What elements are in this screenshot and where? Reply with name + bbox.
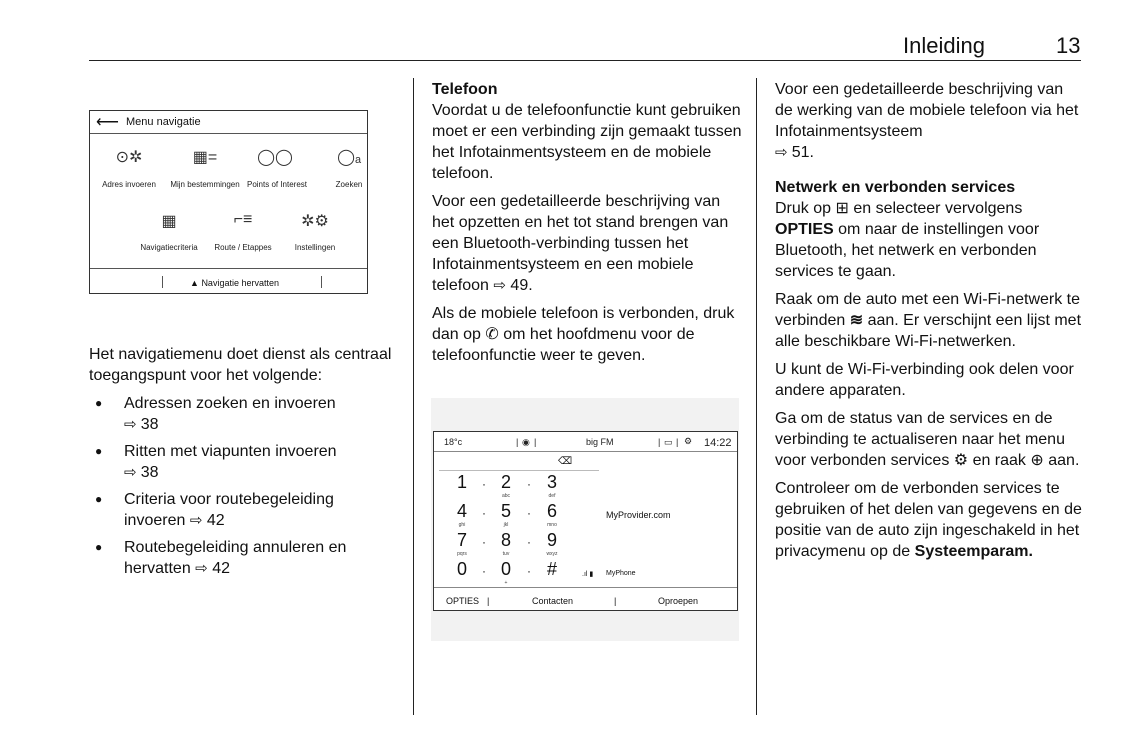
paragraph — [775, 478, 1085, 562]
paragraph — [775, 289, 1085, 352]
key-dot: · — [482, 535, 486, 549]
column-divider-2 — [756, 78, 757, 715]
input-underline — [439, 470, 599, 471]
location-icon: ◉ — [522, 437, 530, 447]
list-item — [89, 489, 394, 531]
key-0-plus-sign: + — [504, 580, 508, 586]
calls-button: Oproepen — [658, 596, 699, 606]
menu-title: Menu navigatie — [126, 116, 201, 128]
navigation-menu-screenshot — [89, 110, 368, 294]
back-arrow-icon: ⟵ — [96, 114, 119, 131]
header-rule — [89, 60, 1081, 61]
chapter-title: Inleiding — [903, 33, 985, 58]
page-reference-icon: ⇨ — [195, 560, 208, 577]
page-reference: 38 — [140, 464, 159, 481]
menu-item-zoeken: Zoeken — [335, 180, 363, 189]
globe-icon: ⊕ — [1030, 452, 1044, 469]
paragraph-text: en raak — [972, 452, 1026, 469]
list-item-text: Ritten met viapunten invoeren — [124, 443, 337, 460]
paragraph-text: Ga om de status van de services en de verbinding te actualiseren naar het menu voor verbonden services — [775, 410, 1065, 469]
resume-navigation — [190, 278, 279, 288]
bottom-separator: | — [614, 596, 617, 606]
key-7-letters: pqrs — [457, 551, 467, 557]
key-hash: # — [546, 559, 557, 579]
key-3: 3 — [546, 472, 557, 492]
bottom-separator: | — [487, 596, 490, 606]
key-5: 5 — [500, 501, 511, 521]
radio-station: big FM — [586, 437, 614, 447]
bottom-bar-rule — [434, 587, 737, 588]
column-divider-1 — [413, 78, 414, 715]
list-item — [89, 393, 394, 435]
footer-separator — [321, 276, 322, 288]
page-reference-icon: ⇨ — [493, 277, 506, 294]
paragraph-text: en selecteer vervolgens — [853, 200, 1023, 217]
function-list — [89, 393, 394, 579]
right-column-text — [775, 79, 1085, 569]
menu-item-adres-invoeren: Adres invoeren — [102, 180, 156, 189]
paragraph — [775, 198, 1085, 282]
list-item — [89, 537, 394, 579]
key-6: 6 — [546, 501, 557, 521]
page-reference-icon: ⇨ — [775, 144, 792, 161]
intro-paragraph: Het navigatiemenu doet dienst als centraal toegangspunt voor het volgende: — [89, 346, 392, 384]
key-9: 9 — [546, 530, 557, 550]
phone-screen — [433, 431, 738, 611]
paragraph-text: om naar de instellingen voor Bluetooth, het netwerk en verbonden services te gaan. — [775, 221, 1040, 280]
section-heading-netwerk: Netwerk en verbonden services — [775, 179, 1016, 196]
paragraph-text: om het hoofdmenu voor de telefoonfunctie weer te geven. — [432, 326, 695, 364]
paragraph — [432, 191, 742, 296]
menu-title-bar — [90, 111, 367, 134]
gear-icon: ⚙ — [953, 452, 969, 469]
home-grid-icon: ⊞ — [835, 200, 849, 217]
device-name: MyPhone — [606, 570, 636, 577]
key-dot: · — [482, 477, 486, 491]
key-dot: · — [527, 564, 531, 578]
signal-battery-icon: .ıl ▮ — [582, 571, 594, 578]
paragraph: Voordat u de telefoonfunctie kunt gebruiken moet er een verbinding zijn gemaakt tussen het Infotainmentsysteem en de mobiele telefoon. — [432, 102, 742, 182]
menu-item-route-etappes: Route / Etappes — [214, 243, 272, 252]
key-2: 2 — [500, 472, 511, 492]
paragraph — [775, 408, 1085, 471]
key-9-letters: wxyz — [546, 551, 558, 557]
map-pin-icon: ⊙✲ — [115, 149, 143, 166]
poi-icon: ◯◯ — [257, 149, 293, 166]
resume-navigation-label: Navigatie hervatten — [201, 278, 279, 288]
key-8: 8 — [500, 530, 511, 550]
key-7: 7 — [456, 530, 467, 550]
paragraph — [432, 303, 742, 366]
temperature: 18°c — [444, 437, 463, 447]
paragraph: U kunt de Wi-Fi-verbinding ook delen voor andere apparaten. — [775, 361, 1074, 399]
system-settings-label: Systeemparam. — [914, 543, 1033, 560]
key-0: 0 — [456, 559, 467, 579]
paragraph-text: Druk op — [775, 200, 832, 217]
key-2-letters: abc — [501, 493, 511, 499]
provider-name: MyProvider.com — [606, 510, 671, 520]
search-icon: ◯ₐ — [337, 149, 361, 166]
page-reference-icon: ⇨ — [124, 416, 141, 433]
paragraph-text: Raak om de auto met een Wi-Fi-netwerk te verbinden — [775, 291, 1081, 329]
key-1: 1 — [456, 472, 467, 492]
paragraph-text: Controleer om de verbonden services te gebruiken of het delen van gegevens en de positie van de auto zijn ingeschakeld in het privacymenu op de — [775, 480, 1082, 560]
page-reference-icon: ⇨ — [124, 464, 141, 481]
route-icon: ⌐≡ — [233, 211, 253, 228]
key-6-letters: mno — [547, 522, 557, 528]
key-dot: · — [527, 506, 531, 520]
phone-handset-icon: ✆ — [485, 326, 499, 343]
contacts-button: Contacten — [532, 596, 574, 606]
paragraph-text: Voor een gedetailleerde beschrijving van de werking van de mobiele telefoon via het Infotainmentsysteem — [775, 81, 1079, 140]
menu-item-mijn-bestemmingen: Mijn bestemmingen — [170, 180, 240, 189]
key-dot: · — [527, 477, 531, 491]
list-item — [89, 441, 394, 483]
list-item-text: Adressen zoeken en invoeren — [124, 395, 336, 412]
key-5-letters: jkl — [503, 522, 509, 528]
page-reference: 51. — [791, 144, 814, 161]
paragraph-text: aan. Er verschijnt een lijst met alle beschikbare Wi-Fi-netwerken. — [775, 312, 1082, 350]
backspace-icon: ⌫ — [558, 456, 573, 467]
gear-icon: ⚙ — [684, 436, 693, 446]
paragraph-text: Als de mobiele telefoon is verbonden, druk dan op — [432, 305, 735, 343]
page-reference: 49. — [510, 277, 533, 294]
paragraph — [775, 79, 1085, 163]
options-label: OPTIES — [775, 221, 834, 238]
options-button: OPTIES — [446, 596, 480, 606]
list-icon: ▦= — [192, 149, 218, 166]
key-0-plus: 0 — [500, 559, 511, 579]
menu-item-points-of-interest: Points of Interest — [246, 180, 308, 189]
paragraph-text: aan. — [1048, 452, 1080, 469]
list-item-text: Routebegeleiding annuleren en hervatten — [124, 539, 347, 577]
top-separator: | — [658, 437, 661, 447]
clock: 14:22 — [704, 437, 732, 449]
page-number: 13 — [1056, 33, 1081, 58]
page-reference: 42 — [206, 512, 225, 529]
status-bar-rule — [434, 451, 737, 452]
gear-icon: ✲⚙ — [301, 213, 329, 230]
paragraph-text: Voor een gedetailleerde beschrijving van het opzetten en het tot stand brengen van een Bluetooth-verbinding tussen het Infotainmentsysteem en een mobiele telefoon — [432, 193, 729, 294]
key-dot: · — [527, 535, 531, 549]
page-reference-icon: ⇨ — [189, 512, 203, 529]
message-icon: ▭ — [664, 437, 673, 447]
top-separator: | — [676, 437, 679, 447]
key-4: 4 — [456, 501, 467, 521]
flag-icon: ▦ — [161, 213, 177, 230]
menu-item-instellingen: Instellingen — [294, 243, 336, 252]
navigation-arrow-icon: ▲ — [190, 278, 199, 288]
middle-column-text — [432, 79, 742, 373]
page-reference: 42 — [212, 560, 230, 577]
key-4-letters: ghi — [458, 522, 466, 528]
footer-separator — [162, 276, 163, 288]
page-reference: 38 — [140, 416, 159, 433]
phone-keypad-screenshot — [431, 398, 739, 641]
key-3-letters: def — [548, 493, 556, 499]
key-dot: · — [482, 506, 486, 520]
left-column-text — [89, 344, 394, 585]
top-separator: | — [516, 437, 519, 447]
menu-item-navigatiecriteria: Navigatiecriteria — [140, 243, 198, 252]
menu-footer-rule — [90, 268, 367, 269]
list-item-text: Criteria voor routebegeleiding invoeren — [124, 491, 334, 529]
key-8-letters: tuv — [502, 551, 510, 557]
key-dot: · — [482, 564, 486, 578]
top-separator: | — [534, 437, 537, 447]
wifi-icon: ≋ — [849, 312, 864, 329]
section-heading-telefoon: Telefoon — [432, 81, 498, 98]
